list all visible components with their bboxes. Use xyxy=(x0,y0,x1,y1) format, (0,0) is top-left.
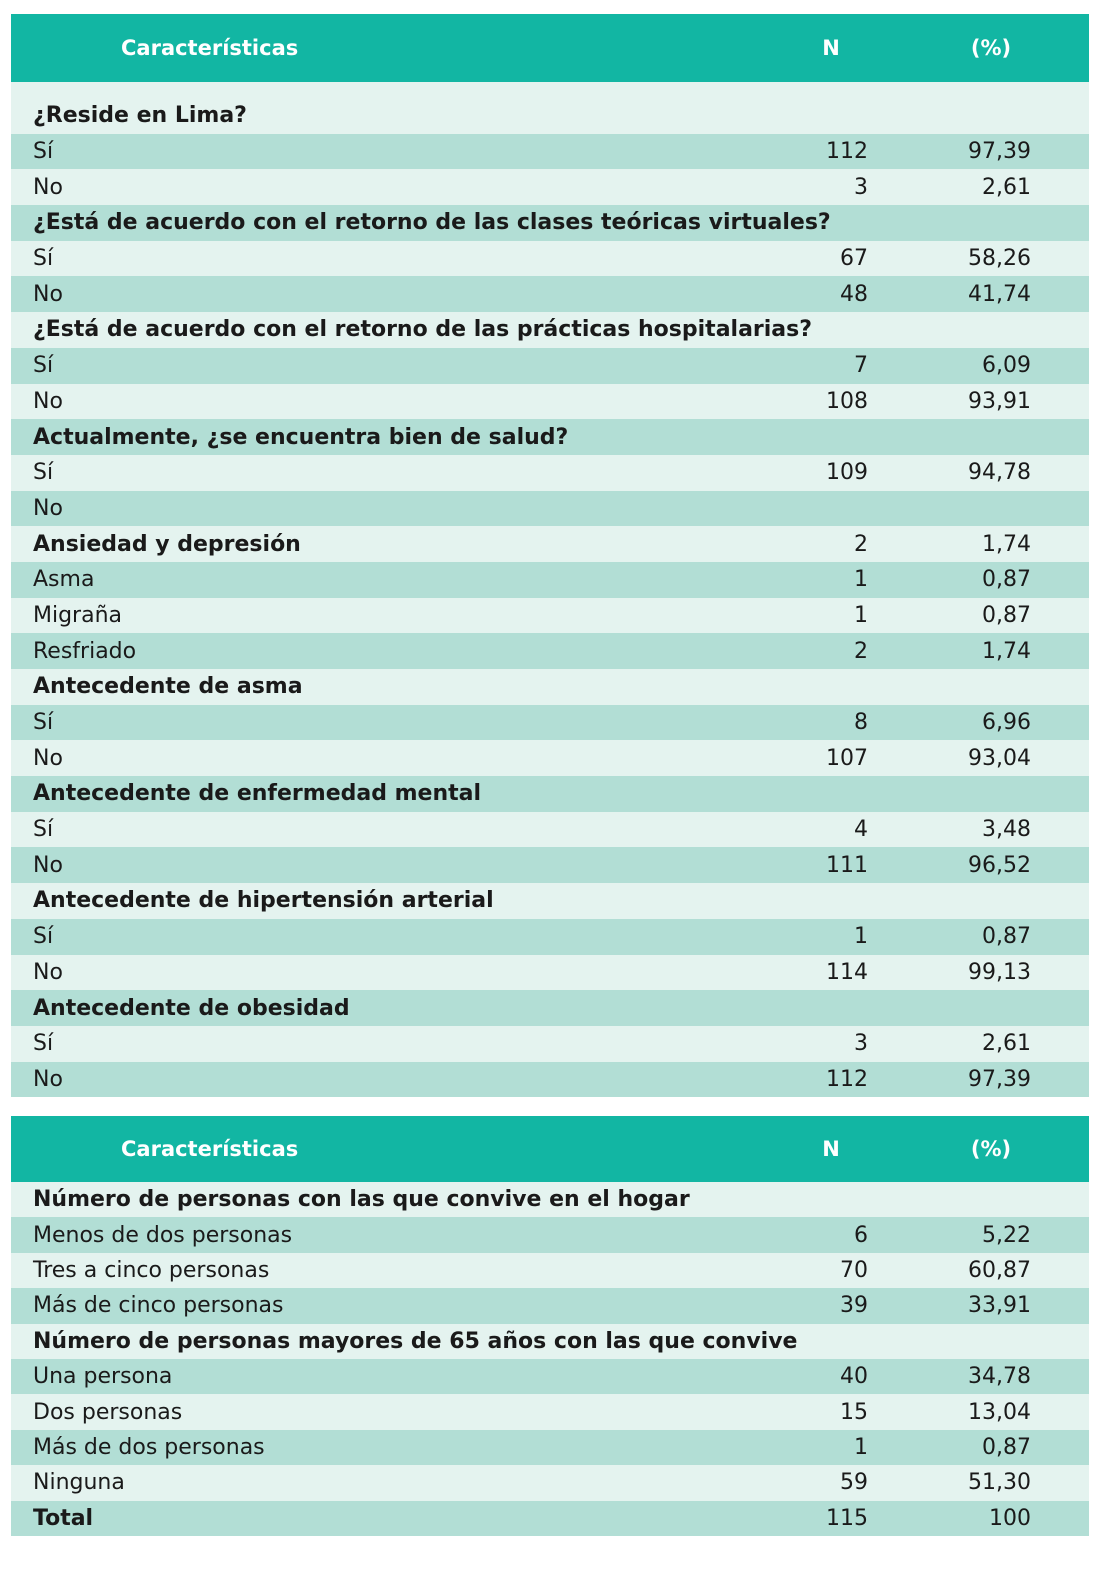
header-characteristics: Características xyxy=(121,1137,299,1161)
section-row xyxy=(11,1324,1089,1359)
row-pct: 2,61 xyxy=(982,174,1031,200)
table-row xyxy=(11,1465,1089,1500)
row-n: 7 xyxy=(854,353,868,379)
row-pct: 1,74 xyxy=(982,638,1031,664)
row-label: Antecedente de hipertensión arterial xyxy=(33,888,494,914)
row-label: Sí xyxy=(33,353,54,379)
row-pct: 93,04 xyxy=(968,745,1031,771)
row-pct: 13,04 xyxy=(968,1399,1031,1425)
table-row xyxy=(11,1217,1089,1252)
row-label: Más de dos personas xyxy=(33,1434,265,1460)
row-label: Asma xyxy=(33,567,95,593)
row-label: No xyxy=(33,388,63,414)
table-row xyxy=(11,1062,1089,1098)
row-label: Ninguna xyxy=(33,1470,125,1496)
section-row xyxy=(11,98,1089,134)
table-row xyxy=(11,1394,1089,1429)
row-label: ¿Está de acuerdo con el retorno de las prácticas hospitalarias? xyxy=(33,317,813,343)
section-row xyxy=(11,1182,1089,1217)
row-n: 112 xyxy=(826,1066,868,1092)
row-n: 70 xyxy=(840,1257,868,1283)
row-label: Antecedente de enfermedad mental xyxy=(33,781,482,807)
table-row xyxy=(11,740,1089,776)
row-pct: 0,87 xyxy=(982,1434,1031,1460)
table-row xyxy=(11,169,1089,205)
section-row xyxy=(11,990,1089,1026)
row-n: 2 xyxy=(854,638,868,664)
row-label: Sí xyxy=(33,710,54,736)
table-row xyxy=(11,633,1089,669)
row-n: 39 xyxy=(840,1293,868,1319)
row-label: Menos de dos personas xyxy=(33,1222,293,1248)
header-spacer xyxy=(11,82,1089,98)
table-row xyxy=(11,1288,1089,1323)
table-row xyxy=(11,1430,1089,1465)
row-label: Sí xyxy=(33,139,54,165)
row-n: 1 xyxy=(854,602,868,628)
row-n: 8 xyxy=(854,710,868,736)
row-n: 6 xyxy=(854,1222,868,1248)
row-pct: 96,52 xyxy=(968,852,1031,878)
row-n: 2 xyxy=(854,531,868,557)
row-label: No xyxy=(33,959,63,985)
row-pct: 3,48 xyxy=(982,817,1031,843)
row-n: 112 xyxy=(826,139,868,165)
section-row xyxy=(11,883,1089,919)
row-label: Sí xyxy=(33,924,54,950)
row-label: Antecedente de asma xyxy=(33,674,303,700)
section-row xyxy=(11,669,1089,705)
header-characteristics: Características xyxy=(121,36,299,60)
row-label: No xyxy=(33,852,63,878)
row-n: 115 xyxy=(826,1505,868,1531)
table-row xyxy=(11,598,1089,634)
table-row xyxy=(11,919,1089,955)
row-label: Dos personas xyxy=(33,1399,183,1425)
table-row xyxy=(11,348,1089,384)
row-pct: 2,61 xyxy=(982,1031,1031,1057)
row-label: No xyxy=(33,1066,63,1092)
row-label: No xyxy=(33,281,63,307)
table-row xyxy=(11,491,1089,527)
row-pct: 100 xyxy=(989,1505,1031,1531)
row-n: 1 xyxy=(854,924,868,950)
table-row xyxy=(11,955,1089,991)
table-body xyxy=(11,98,1089,1097)
row-pct: 0,87 xyxy=(982,924,1031,950)
table-row xyxy=(11,705,1089,741)
section-row xyxy=(11,1501,1089,1536)
row-pct: 1,74 xyxy=(982,531,1031,557)
row-label: Sí xyxy=(33,460,54,486)
row-label: Resfriado xyxy=(33,638,137,664)
header-n: N xyxy=(822,36,840,60)
row-label: No xyxy=(33,745,63,771)
table-row xyxy=(11,241,1089,277)
header-pct: (%) xyxy=(970,36,1012,60)
row-n: 40 xyxy=(840,1364,868,1390)
row-label: Número de personas con las que convive en el hogar xyxy=(33,1187,690,1213)
row-n: 3 xyxy=(854,1031,868,1057)
row-pct: 94,78 xyxy=(968,460,1031,486)
row-pct: 0,87 xyxy=(982,567,1031,593)
row-n: 3 xyxy=(854,174,868,200)
row-pct: 58,26 xyxy=(968,246,1031,272)
table-row xyxy=(11,1359,1089,1394)
table-row xyxy=(11,812,1089,848)
header-pct: (%) xyxy=(970,1137,1012,1161)
row-n: 67 xyxy=(840,246,868,272)
table-header xyxy=(11,1116,1089,1182)
table-body xyxy=(11,1182,1089,1536)
row-label: Más de cinco personas xyxy=(33,1293,284,1319)
row-label: Sí xyxy=(33,1031,54,1057)
row-n: 1 xyxy=(854,1434,868,1460)
row-n: 107 xyxy=(826,745,868,771)
table-row xyxy=(11,1026,1089,1062)
row-n: 109 xyxy=(826,460,868,486)
row-label: Antecedente de obesidad xyxy=(33,995,350,1021)
row-label: Ansiedad y depresión xyxy=(33,531,301,557)
table-row xyxy=(11,847,1089,883)
row-label: ¿Reside en Lima? xyxy=(33,103,247,129)
row-pct: 93,91 xyxy=(968,388,1031,414)
table-row xyxy=(11,455,1089,491)
table-row xyxy=(11,562,1089,598)
table-row xyxy=(11,134,1089,170)
row-n: 114 xyxy=(826,959,868,985)
row-pct: 33,91 xyxy=(968,1293,1031,1319)
row-n: 59 xyxy=(840,1470,868,1496)
row-n: 4 xyxy=(854,817,868,843)
row-label: ¿Está de acuerdo con el retorno de las clases teóricas virtuales? xyxy=(33,210,831,236)
row-label: Total xyxy=(33,1505,94,1531)
row-pct: 97,39 xyxy=(968,139,1031,165)
row-label: Sí xyxy=(33,817,54,843)
table-header xyxy=(11,14,1089,82)
row-pct: 5,22 xyxy=(982,1222,1031,1248)
row-n: 15 xyxy=(840,1399,868,1425)
section-row xyxy=(11,205,1089,241)
row-pct: 6,09 xyxy=(982,353,1031,379)
section-row xyxy=(11,312,1089,348)
row-pct: 51,30 xyxy=(968,1470,1031,1496)
row-pct: 6,96 xyxy=(982,710,1031,736)
table-row xyxy=(11,1253,1089,1288)
characteristics-table-2 xyxy=(11,1116,1089,1536)
row-n: 111 xyxy=(826,852,868,878)
row-label: Migraña xyxy=(33,602,123,628)
header-n: N xyxy=(822,1137,840,1161)
row-n: 1 xyxy=(854,567,868,593)
row-pct: 99,13 xyxy=(968,959,1031,985)
row-label: Número de personas mayores de 65 años con las que convive xyxy=(33,1328,798,1354)
row-label: No xyxy=(33,495,63,521)
row-label: Actualmente, ¿se encuentra bien de salud? xyxy=(33,424,569,450)
row-label: Tres a cinco personas xyxy=(33,1257,270,1283)
table-row xyxy=(11,384,1089,420)
row-label: Sí xyxy=(33,246,54,272)
row-pct: 97,39 xyxy=(968,1066,1031,1092)
row-n: 48 xyxy=(840,281,868,307)
row-pct: 0,87 xyxy=(982,602,1031,628)
section-row xyxy=(11,776,1089,812)
row-label: No xyxy=(33,174,63,200)
section-row xyxy=(11,526,1089,562)
table-row xyxy=(11,276,1089,312)
row-label: Una persona xyxy=(33,1364,173,1390)
row-pct: 41,74 xyxy=(968,281,1031,307)
row-pct: 60,87 xyxy=(968,1257,1031,1283)
row-n: 108 xyxy=(826,388,868,414)
characteristics-table-1 xyxy=(11,14,1089,1097)
section-row xyxy=(11,419,1089,455)
row-pct: 34,78 xyxy=(968,1364,1031,1390)
